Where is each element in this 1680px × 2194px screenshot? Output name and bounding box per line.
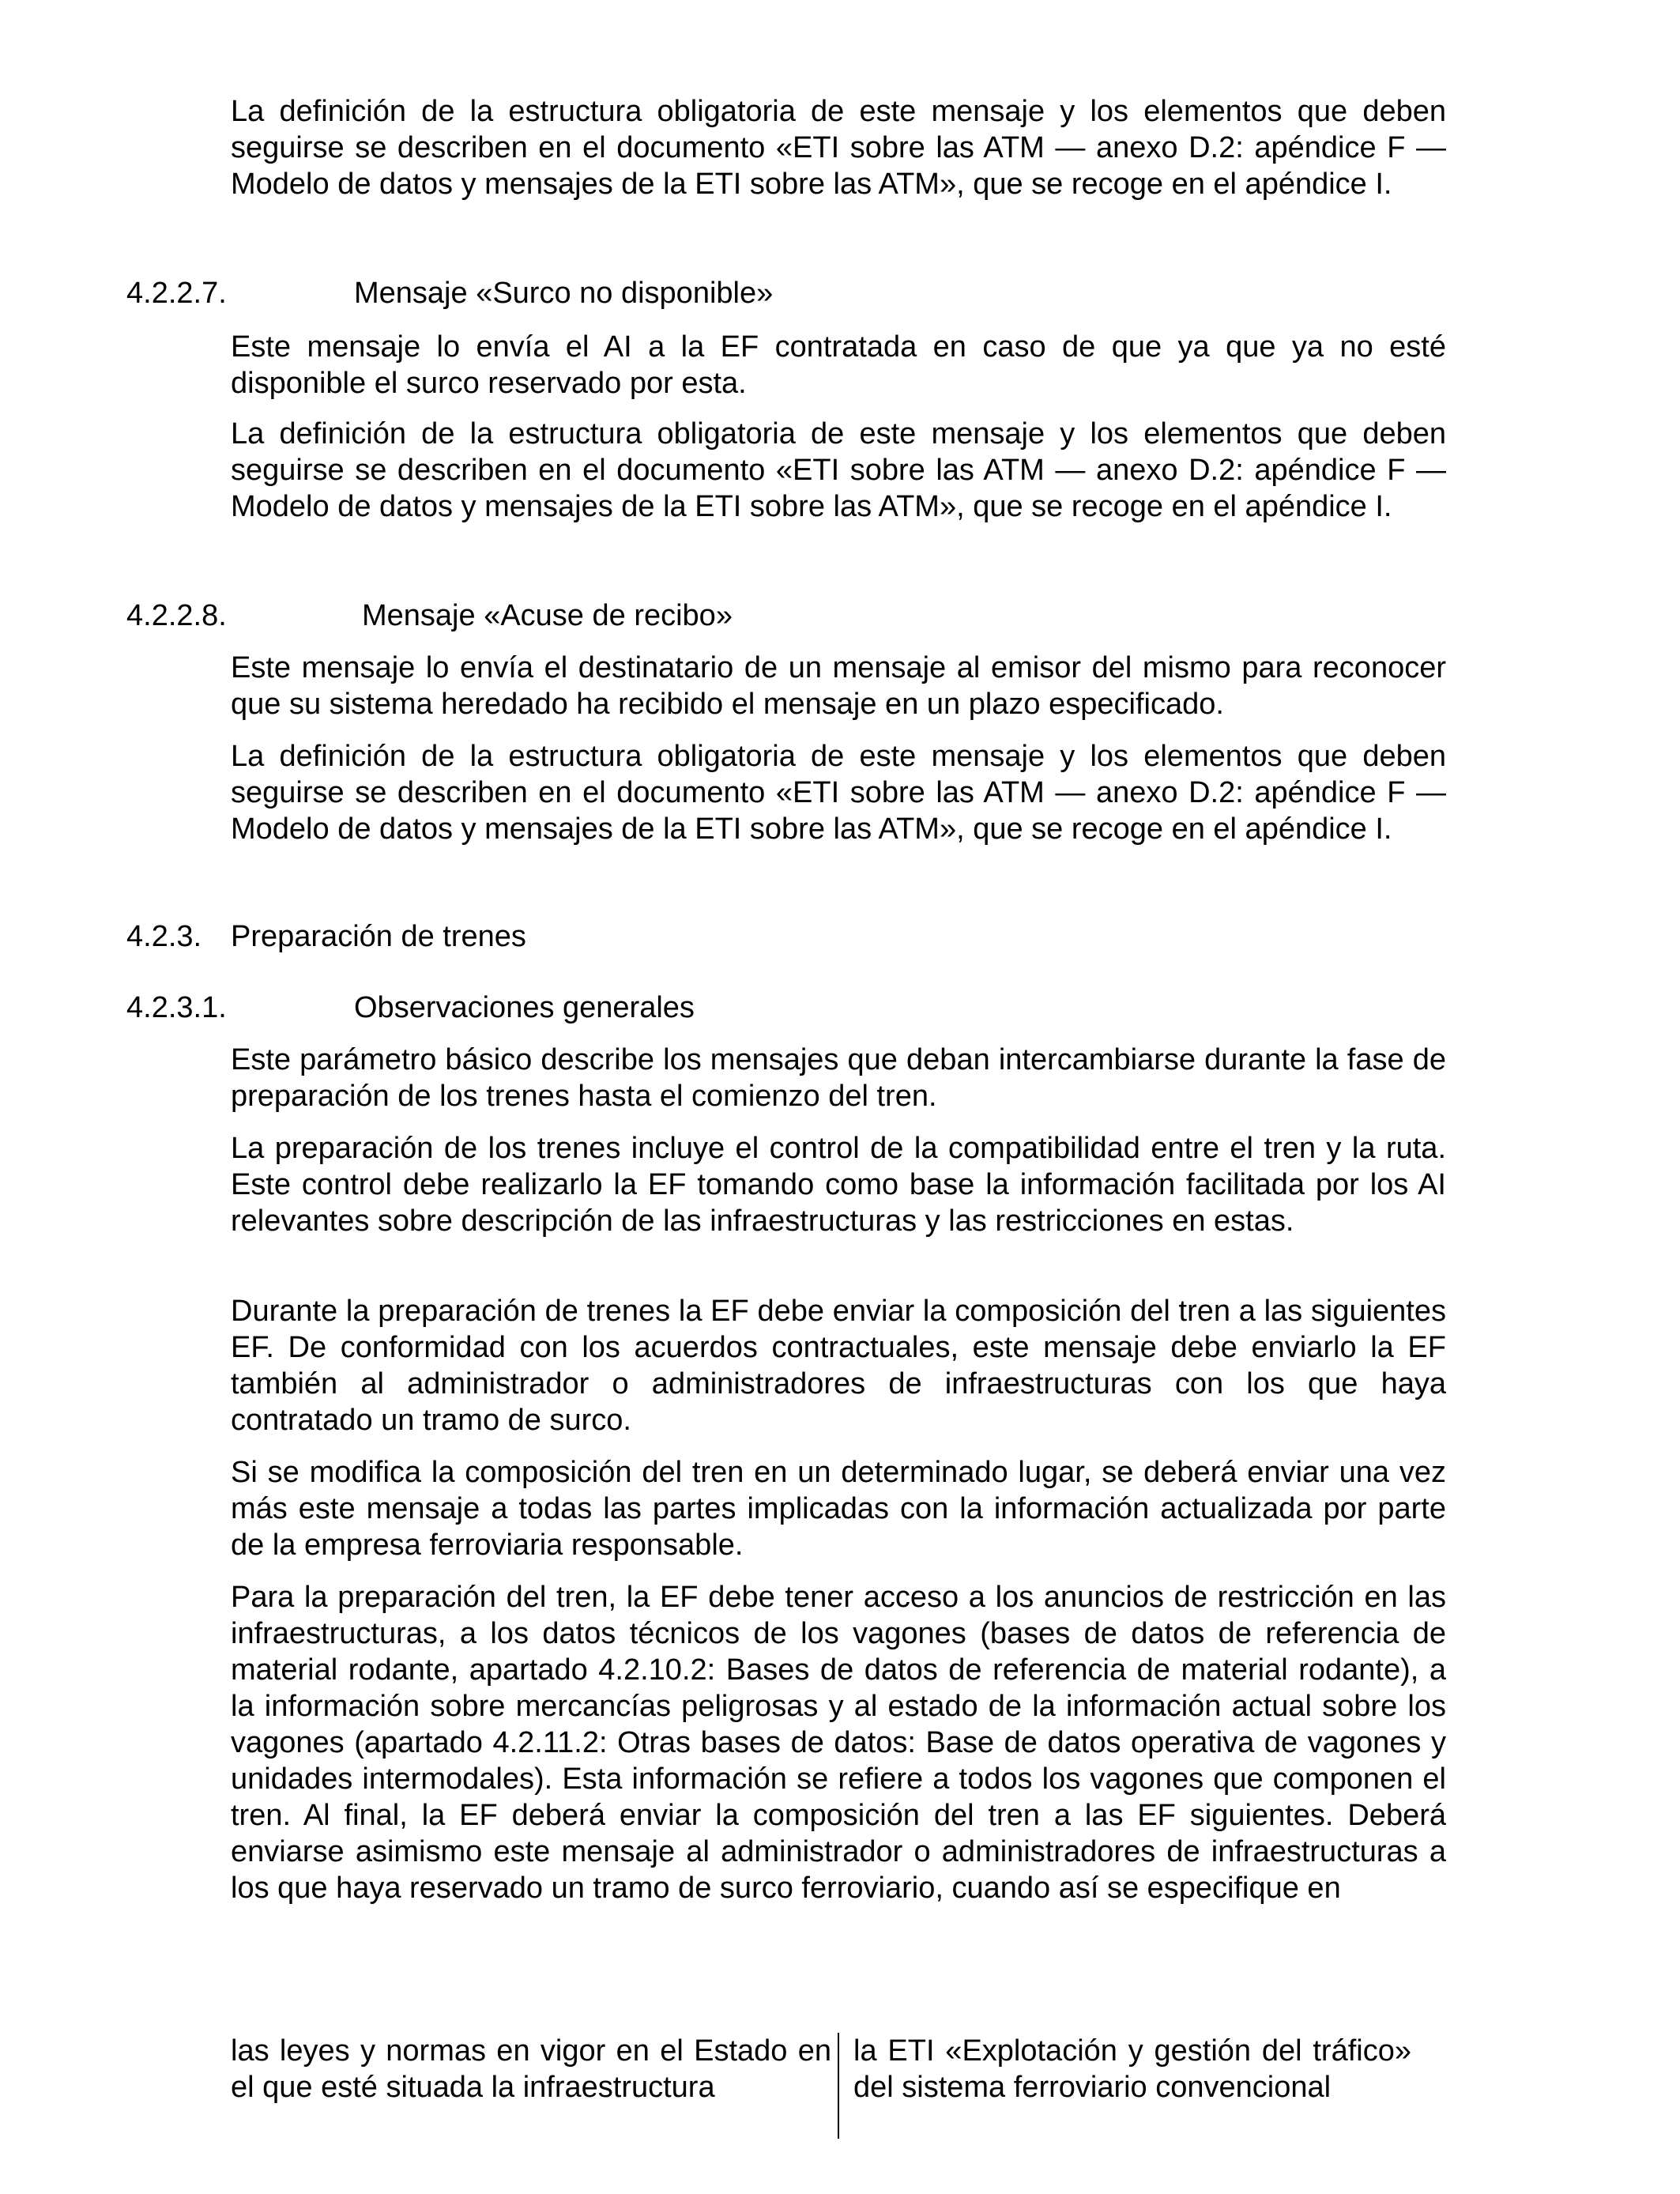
section-heading [126, 275, 774, 311]
section-title: Mensaje «Surco no disponible» [354, 277, 774, 310]
section-number: 4.2.3. [126, 920, 202, 953]
section-title: Mensaje «Acuse de recibo» [362, 599, 733, 632]
paragraph: Este parámetro básico describe los mensajes que deban intercambiarse durante la fase de preparación de los trenes hasta el comienzo del tren. [231, 1043, 1446, 1113]
section-number: 4.2.2.8. [126, 599, 227, 632]
column-divider [838, 2033, 839, 2139]
section-title: Preparación de trenes [231, 920, 526, 953]
paragraph: La definición de la estructura obligatoria de este mensaje y los elementos que deben seguirse se describen en el documento «ETI sobre las ATM — anexo D.2: apéndice F — Modelo de datos y mensajes de la ETI sobre las ATM», que se recoge en el apéndice I. [231, 740, 1446, 846]
paragraph: Para la preparación del tren, la EF debe tener acceso a los anuncios de restricción en las infraestructuras, a los datos técnicos de los vagones (bases de datos de referencia de material rodante, apartado 4.2.10.2: Bases de datos de referencia de material rodante), a la información sobre mercancías peligrosas y al estado de la información actual sobre los vagones (apartado 4.2.11.2: Otras bases de datos: Base de datos operativa de vagones y unidades intermodales). Esta información se refiere a todos los vagones que componen el tren. Al final, la EF deberá enviar la composición del tren a las EF siguientes. Deberá enviarse asimismo este mensaje al administrador o administradores de infraestructuras a los que haya reservado un tramo de surco ferroviario, cuando así se especifique en [231, 1581, 1446, 1905]
column-right: la ETI «Explotación y gestión del tráfico» del sistema ferroviario convencional [853, 2034, 1411, 2104]
paragraph: La definición de la estructura obligatoria de este mensaje y los elementos que deben seguirse se describen en el documento «ETI sobre las ATM — anexo D.2: apéndice F — Modelo de datos y mensajes de la ETI sobre las ATM», que se recoge en el apéndice I. [231, 417, 1446, 523]
paragraph: La definición de la estructura obligatoria de este mensaje y los elementos que deben seguirse se describen en el documento «ETI sobre las ATM — anexo D.2: apéndice F — Modelo de datos y mensajes de la ETI sobre las ATM», que se recoge en el apéndice I. [231, 95, 1446, 201]
paragraph: Este mensaje lo envía el AI a la EF contratada en caso de que ya que ya no esté disponible el surco reservado por esta. [231, 330, 1446, 400]
section-title: Observaciones generales [354, 991, 695, 1024]
section-heading [126, 990, 695, 1026]
section-heading [126, 598, 733, 634]
section-number: 4.2.3.1. [126, 991, 227, 1024]
column-left: las leyes y normas en vigor en el Estado en el que esté situada la infraestructura [231, 2034, 831, 2104]
paragraph: Este mensaje lo envía el destinatario de un mensaje al emisor del mismo para reconocer que su sistema heredado ha recibido el mensaje en un plazo especificado. [231, 651, 1446, 721]
section-number: 4.2.2.7. [126, 277, 227, 310]
section-heading [126, 918, 526, 955]
paragraph: Si se modifica la composición del tren en un determinado lugar, se deberá enviar una vez más este mensaje a todas las partes implicadas con la información actualizada por parte de la empresa ferroviaria responsable. [231, 1456, 1446, 1562]
paragraph: La preparación de los trenes incluye el control de la compatibilidad entre el tren y la ruta. Este control debe realizarlo la EF tomando como base la información facilitada por los AI relevantes sobre descripción de las infraestructuras y las restricciones en estas. [231, 1132, 1446, 1238]
paragraph: Durante la preparación de trenes la EF debe enviar la composición del tren a las siguientes EF. De conformidad con los acuerdos contractuales, este mensaje debe enviarlo la EF también al administrador o administradores de infraestructuras con los que haya contratado un tramo de surco. [231, 1295, 1446, 1437]
